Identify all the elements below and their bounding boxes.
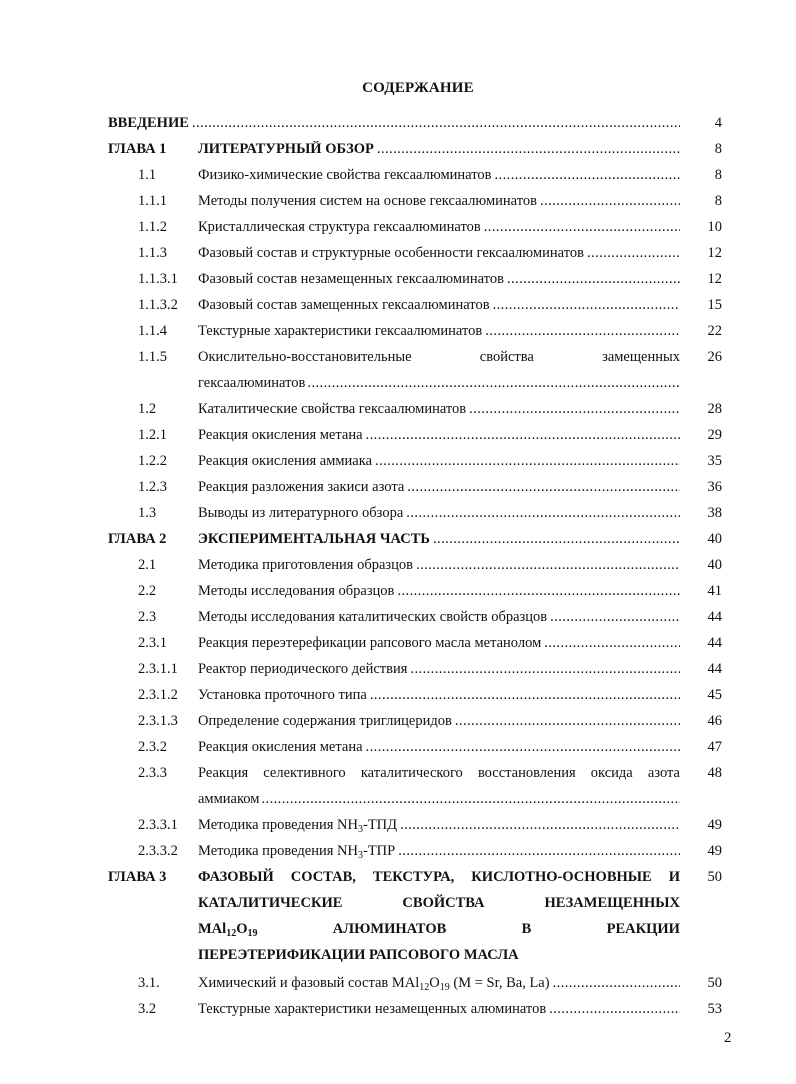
toc-entry-title: Методы получения систем на основе гексаалюминатов: [198, 193, 537, 209]
toc-entry-number: ГЛАВА 3: [108, 869, 167, 885]
toc-word: НЕЗАМЕЩЕННЫХ: [544, 895, 680, 911]
toc-entry-page: 8: [714, 167, 722, 183]
toc-entry-title-line1: [198, 349, 680, 366]
chapter-title-line4: ПЕРЕЭТЕРИФИКАЦИИ РАПСОВОГО МАСЛА: [198, 947, 519, 963]
toc-word: РЕАКЦИИ: [606, 921, 680, 937]
toc-entry-page: 44: [707, 609, 722, 625]
toc-word: СОСТАВ,: [290, 869, 356, 885]
toc-text: (M = Sr, Ba, La): [449, 975, 550, 991]
toc-entry[interactable]: [0, 319, 796, 345]
toc-entry-page: 8: [714, 193, 722, 209]
toc-text: Методика проведения NH: [198, 817, 358, 833]
subscript: 3: [357, 824, 363, 834]
toc-word: В: [521, 921, 532, 937]
toc-entry-title: Определение содержания триглицеридов: [198, 713, 452, 729]
toc-word: азота: [647, 765, 680, 781]
subscript: 12: [226, 928, 237, 939]
toc-entry-number: 2.3: [138, 609, 157, 625]
toc-word: восстановления: [477, 765, 576, 781]
toc-entry-title: Методы исследования образцов: [198, 583, 395, 599]
toc-entry-title: Реактор периодического действия: [198, 661, 408, 677]
toc-entry-number: 3.1.: [138, 975, 160, 991]
toc-entry-page: 15: [707, 297, 722, 313]
toc-entry-title: [198, 817, 398, 833]
toc-entry-number: 2.3.2: [138, 739, 167, 755]
toc-entry-title: Реакция переэтерефикации рапсового масла метанолом: [198, 635, 542, 651]
toc-entry-page: 48: [707, 765, 722, 781]
toc-word: каталитического: [360, 765, 463, 781]
toc-entry-number: 1.1.3: [138, 245, 167, 261]
toc-entry-number: 2.3.1.3: [138, 713, 178, 729]
toc-entry-number: 1.2.1: [138, 427, 167, 443]
toc-entry[interactable]: [0, 839, 796, 865]
toc-entry-title: [198, 975, 551, 991]
toc-entry-title: Текстурные характеристики гексаалюминатов: [198, 323, 483, 339]
toc-entry-title: Реакция окисления аммиака: [198, 453, 372, 469]
toc-entry[interactable]: [0, 215, 796, 241]
toc-entry[interactable]: [0, 997, 796, 1023]
formula-part: MAl: [198, 921, 227, 937]
toc-entry[interactable]: [0, 293, 796, 319]
chapter-title-line2: [198, 895, 680, 912]
subscript: 19: [247, 928, 258, 939]
toc-entry-title: Каталитические свойства гексаалюминатов: [198, 401, 467, 417]
toc-entry-page: 8: [714, 141, 722, 157]
toc-entry-page: 12: [707, 271, 722, 287]
toc-entry-number: 2.3.3.2: [138, 843, 178, 859]
toc-word: Реакция: [198, 765, 249, 781]
toc-entry-number: 2.1: [138, 557, 157, 573]
toc-entry[interactable]: [0, 241, 796, 267]
table-of-contents: [0, 111, 796, 1023]
toc-word: оксида: [590, 765, 633, 781]
toc-entry[interactable]: [0, 267, 796, 293]
toc-entry-title: Выводы из литературного обзора: [198, 505, 404, 521]
toc-entry-title: ЛИТЕРАТУРНЫЙ ОБЗОР: [198, 141, 374, 157]
toc-entry-number: 2.3.1: [138, 635, 167, 651]
toc-entry-number: 2.3.1.1: [138, 661, 178, 677]
toc-entry[interactable]: [0, 475, 796, 501]
toc-entry-number: ГЛАВА 2: [108, 531, 167, 547]
toc-entry-number: ГЛАВА 1: [108, 141, 167, 157]
toc-entry-title: Физико-химические свойства гексаалюминатов: [198, 167, 492, 183]
toc-entry-page: 10: [707, 219, 722, 235]
toc-entry-number: 1.3: [138, 505, 157, 521]
subscript: 3: [357, 850, 363, 860]
toc-entry-page: 53: [707, 1001, 722, 1017]
toc-word: ТЕКСТУРА,: [372, 869, 455, 885]
toc-entry-multiline[interactable]: [0, 345, 796, 397]
toc-entry-title: Реакция окисления метана: [198, 427, 363, 443]
toc-entry-page: 40: [707, 531, 722, 547]
toc-word: замещенных: [602, 349, 680, 365]
toc-entry-number: 1.1.1: [138, 193, 167, 209]
toc-entry[interactable]: [0, 605, 796, 631]
toc-entry-introduction[interactable]: [0, 111, 796, 137]
toc-word: селективного: [263, 765, 346, 781]
toc-entry[interactable]: [0, 189, 796, 215]
toc-entry-number: 1.1.5: [138, 349, 167, 365]
chapter-title-line1: [198, 869, 680, 886]
toc-text: -ТПР: [362, 843, 396, 859]
toc-entry[interactable]: [0, 683, 796, 709]
toc-entry[interactable]: [0, 709, 796, 735]
toc-entry-page: 12: [707, 245, 722, 261]
toc-word: Окислительно-восстановительные: [198, 349, 412, 365]
toc-word: СВОЙСТВА: [402, 895, 485, 911]
toc-entry-title: Методы исследования каталитических свойств образцов: [198, 609, 548, 625]
toc-entry-title: Установка проточного типа: [198, 687, 367, 703]
toc-entry-page: 40: [707, 557, 722, 573]
toc-word: И: [668, 869, 680, 885]
subscript: 12: [419, 982, 430, 992]
toc-entry-number: 1.2.3: [138, 479, 167, 495]
toc-entry[interactable]: [0, 449, 796, 475]
toc-entry-title: Фазовый состав и структурные особенности гексаалюминатов: [198, 245, 584, 261]
formula-part: O: [236, 921, 248, 937]
toc-text: Методика проведения NH: [198, 843, 358, 859]
toc-entry-title: Методика приготовления образцов: [198, 557, 413, 573]
toc-entry-page: 41: [707, 583, 722, 599]
toc-entry-page: 35: [707, 453, 722, 469]
toc-entry-page: 47: [707, 739, 722, 755]
toc-word: КИСЛОТНО-ОСНОВНЫЕ: [471, 869, 652, 885]
toc-entry-page: 45: [707, 687, 722, 703]
toc-entry-page: 38: [707, 505, 722, 521]
toc-entry-page: 49: [707, 843, 722, 859]
toc-entry[interactable]: [0, 813, 796, 839]
toc-entry-title: [198, 843, 396, 859]
toc-entry-number: 1.1.3.2: [138, 297, 178, 313]
toc-entry[interactable]: [0, 657, 796, 683]
toc-entry-number: 1.2: [138, 401, 157, 417]
toc-entry[interactable]: [0, 423, 796, 449]
toc-entry[interactable]: [0, 501, 796, 527]
toc-entry-page: 44: [707, 635, 722, 651]
toc-entry-title: Реакция разложения закиси азота: [198, 479, 405, 495]
toc-entry-number: 1.2.2: [138, 453, 167, 469]
toc-entry-page: 4: [714, 115, 722, 131]
toc-entry-page: 49: [707, 817, 722, 833]
toc-entry[interactable]: [0, 631, 796, 657]
toc-entry-number: 2.2: [138, 583, 157, 599]
toc-entry-title: ЭКСПЕРИМЕНТАЛЬНАЯ ЧАСТЬ: [198, 531, 430, 547]
toc-entry-number: 2.3.3: [138, 765, 167, 781]
toc-entry[interactable]: [0, 579, 796, 605]
toc-entry-number: 1.1.3.1: [138, 271, 178, 287]
toc-entry-title-line2: гексаалюминатов: [198, 375, 306, 391]
toc-entry-title: Кристаллическая структура гексаалюминатов: [198, 219, 481, 235]
toc-entry-title: Реакция окисления метана: [198, 739, 363, 755]
toc-word: свойства: [479, 349, 534, 365]
subscript: 19: [439, 982, 450, 992]
page-number: 2: [724, 1030, 732, 1046]
toc-entry[interactable]: [0, 553, 796, 579]
toc-entry-page: 36: [707, 479, 722, 495]
toc-entry-number: 2.3.1.2: [138, 687, 178, 703]
toc-word: АЛЮМИНАТОВ: [332, 921, 447, 937]
toc-word: КАТАЛИТИЧЕСКИЕ: [198, 895, 343, 911]
toc-entry-chapter-3[interactable]: [0, 865, 796, 971]
toc-entry-chapter-1[interactable]: [0, 137, 796, 163]
toc-entry-title: ВВЕДЕНИЕ: [108, 115, 189, 131]
toc-entry-number: 3.2: [138, 1001, 157, 1017]
toc-entry-page: 28: [707, 401, 722, 417]
toc-entry-page: 50: [707, 975, 722, 991]
toc-entry-page: 44: [707, 661, 722, 677]
toc-entry-title-line2: аммиаком: [198, 791, 260, 807]
toc-entry-page: 29: [707, 427, 722, 443]
toc-entry-number: 2.3.3.1: [138, 817, 178, 833]
toc-entry-title: Фазовый состав замещенных гексаалюминатов: [198, 297, 490, 313]
toc-text: -ТПД: [362, 817, 398, 833]
page-title: СОДЕРЖАНИЕ: [362, 80, 474, 96]
chemical-formula: [198, 921, 257, 938]
toc-entry-multiline[interactable]: [0, 761, 796, 813]
toc-entry-chapter-2[interactable]: [0, 527, 796, 553]
toc-entry-page: 26: [707, 349, 722, 365]
toc-entry-number: 1.1: [138, 167, 157, 183]
toc-word: ФАЗОВЫЙ: [198, 869, 274, 885]
toc-entry[interactable]: [0, 397, 796, 423]
toc-entry-title: Фазовый состав незамещенных гексаалюминатов: [198, 271, 504, 287]
toc-entry[interactable]: [0, 971, 796, 997]
toc-entry[interactable]: [0, 735, 796, 761]
toc-entry-page: 46: [707, 713, 722, 729]
toc-text: O: [429, 975, 440, 991]
toc-entry-title: Текстурные характеристики незамещенных алюминатов: [198, 1001, 547, 1017]
toc-entry-title-line1: [198, 765, 680, 782]
toc-entry-page: 22: [707, 323, 722, 339]
chapter-title-line3: [198, 921, 680, 938]
toc-text: Химический и фазовый состав MAl: [198, 975, 420, 991]
toc-entry-number: 1.1.4: [138, 323, 167, 339]
toc-entry[interactable]: [0, 163, 796, 189]
toc-entry-number: 1.1.2: [138, 219, 167, 235]
toc-entry-page: 50: [707, 869, 722, 885]
